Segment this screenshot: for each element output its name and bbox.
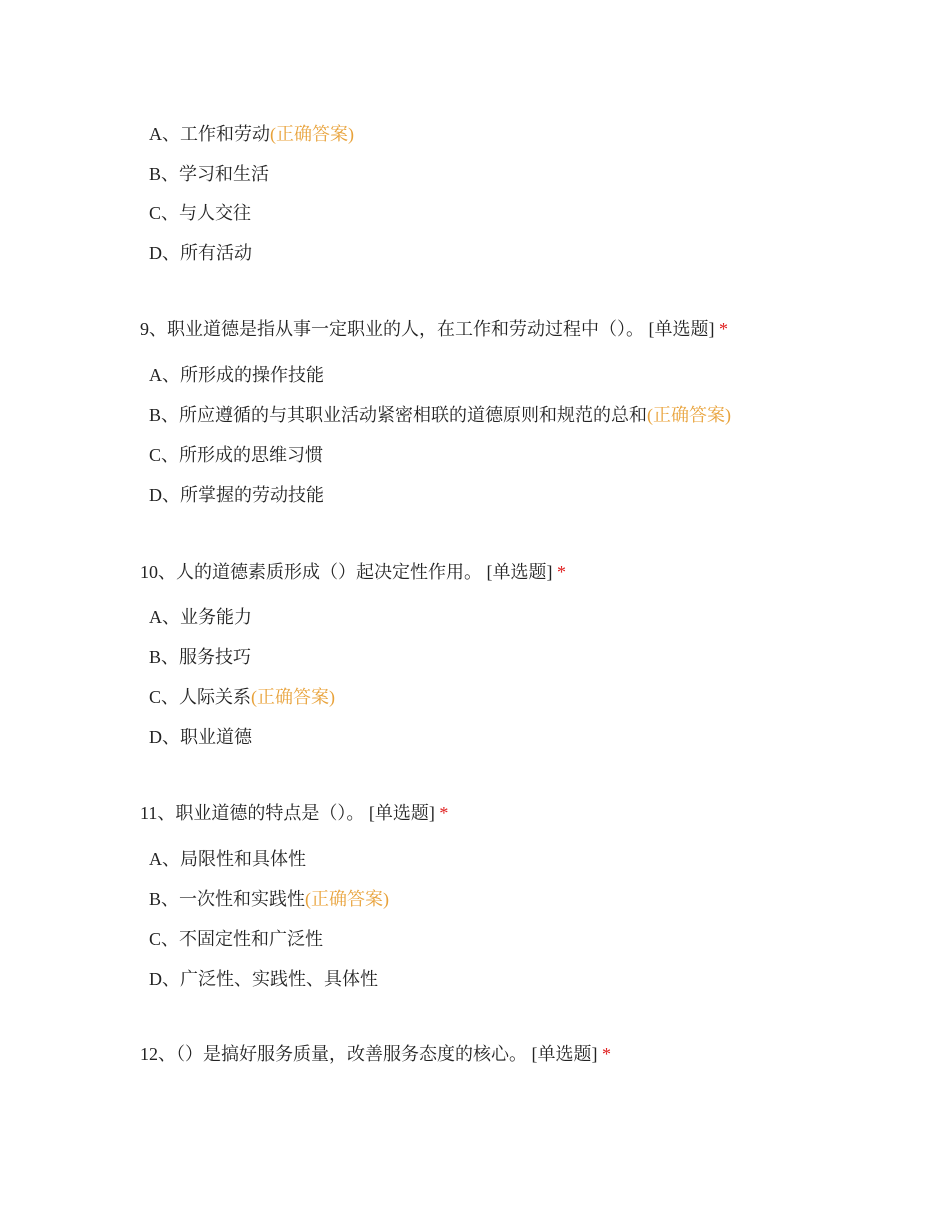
option-a [149, 847, 306, 871]
option-text: 所形成的思维习惯 [179, 445, 324, 465]
option-a [149, 605, 252, 629]
option-text: 业务能力 [180, 607, 252, 627]
required-asterisk: * [439, 803, 449, 823]
option-letter: D、 [149, 727, 180, 747]
question-type: [单选题] [486, 562, 553, 582]
option-text: 不固定性和广泛性 [179, 929, 324, 949]
option-c [149, 685, 335, 709]
question-type: [单选题] [531, 1044, 598, 1064]
option-d [149, 241, 252, 265]
option-text: 与人交往 [179, 203, 252, 223]
option-letter: C、 [149, 929, 180, 949]
question-text: 人的道德素质形成（）起决定性作用。 [176, 562, 482, 582]
option-b [149, 403, 731, 427]
correct-answer-mark: (正确答案) [270, 124, 354, 144]
question-title [140, 1042, 611, 1066]
required-asterisk: * [719, 319, 728, 339]
correct-answer-mark: (正确答案) [305, 889, 390, 909]
option-text: 所形成的操作技能 [180, 365, 324, 385]
option-d [149, 483, 324, 507]
option-letter: B、 [149, 889, 180, 909]
option-letter: D、 [149, 485, 180, 505]
required-asterisk: * [602, 1044, 611, 1064]
option-text: 工作和劳动 [180, 124, 270, 144]
question-title [140, 560, 566, 584]
option-a [149, 122, 354, 146]
correct-answer-mark: (正确答案) [647, 405, 732, 425]
option-d [149, 725, 252, 749]
option-letter: A、 [149, 365, 180, 385]
option-letter: C、 [149, 203, 180, 223]
question-number: 11、 [140, 803, 176, 823]
question-text: 职业道德的特点是（）。 [175, 803, 365, 823]
option-text: 所掌握的劳动技能 [180, 485, 324, 505]
option-letter: B、 [149, 647, 180, 667]
option-d [149, 967, 378, 991]
required-asterisk: * [557, 562, 566, 582]
option-letter: C、 [149, 445, 180, 465]
option-text: 局限性和具体性 [180, 849, 306, 869]
option-letter: B、 [149, 164, 180, 184]
option-text: 所有活动 [180, 243, 252, 263]
option-letter: B、 [149, 405, 180, 425]
option-c [149, 927, 323, 951]
option-c [149, 443, 323, 467]
correct-answer-mark: (正确答案) [251, 687, 336, 707]
option-text: 学习和生活 [179, 164, 270, 184]
option-letter: C、 [149, 687, 180, 707]
question-number: 12、 [140, 1044, 176, 1064]
option-letter: A、 [149, 607, 180, 627]
question-text: （）是搞好服务质量，改善服务态度的核心。 [176, 1044, 527, 1064]
question-text: 职业道德是指从事一定职业的人，在工作和劳动过程中（）。 [167, 319, 644, 339]
option-letter: D、 [149, 969, 180, 989]
question-type: [单选题] [368, 803, 435, 823]
option-b [149, 162, 269, 186]
option-letter: A、 [149, 124, 180, 144]
option-b [149, 645, 251, 669]
question-number: 10、 [140, 562, 176, 582]
option-text: 人际关系 [179, 687, 252, 707]
option-text: 广泛性、实践性、具体性 [180, 969, 378, 989]
option-c [149, 201, 251, 225]
option-text: 服务技巧 [179, 647, 252, 667]
question-title [140, 317, 728, 341]
option-a [149, 363, 324, 387]
question-title [140, 801, 448, 825]
option-b [149, 887, 389, 911]
option-text: 一次性和实践性 [179, 889, 306, 909]
option-letter: D、 [149, 243, 180, 263]
option-text: 职业道德 [180, 727, 252, 747]
option-text: 所应遵循的与其职业活动紧密相联的道德原则和规范的总和 [179, 405, 648, 425]
option-letter: A、 [149, 849, 180, 869]
question-type: [单选题] [648, 319, 715, 339]
question-number: 9、 [140, 319, 167, 339]
